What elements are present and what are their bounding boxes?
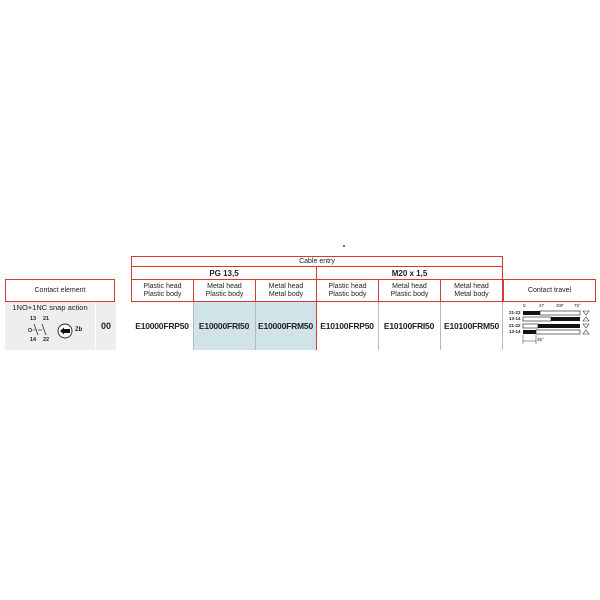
column-header-line1: Plastic head <box>143 282 182 290</box>
column-divider <box>378 302 379 350</box>
column-header <box>378 279 441 302</box>
column-header-line2: Plastic body <box>328 290 367 298</box>
contact-travel-chart-icon <box>522 308 592 346</box>
column-divider <box>440 302 441 350</box>
contact-travel-header <box>503 279 596 302</box>
model-code-cell <box>255 302 316 350</box>
model-code-cell <box>131 302 193 350</box>
model-code: E10000FRP50 <box>135 321 189 331</box>
travel-row-label: 13-14 <box>509 329 521 334</box>
column-header-line2: Plastic body <box>205 290 244 298</box>
model-code: E10100FRI50 <box>383 321 435 331</box>
column-divider <box>255 302 256 350</box>
column-header-line1: Metal head <box>454 282 489 290</box>
column-header-line1: Metal head <box>268 282 304 290</box>
terminal-13: 13 <box>30 316 37 322</box>
actuator-label: Zb <box>75 327 83 333</box>
contact-element-label: Contact element <box>34 286 86 294</box>
model-code: E10000FRI50 <box>198 321 250 331</box>
travel-row-label: 13-14 <box>509 316 521 321</box>
contact-description: 1NO+1NC snap action <box>12 303 88 312</box>
travel-scale-30f: 30F <box>556 303 564 308</box>
column-header-line2: Metal body <box>268 290 304 298</box>
column-header-line1: Plastic head <box>328 282 367 290</box>
column-header-line2: Plastic body <box>143 290 182 298</box>
column-header <box>193 279 256 302</box>
pg-group-label: PG 13,5 <box>209 268 239 278</box>
pg-group-header <box>131 266 317 280</box>
column-divider <box>502 302 503 350</box>
m20-group-header <box>316 266 503 280</box>
contact-travel-label: Contact travel <box>527 286 572 294</box>
column-header <box>255 279 317 302</box>
code-value: 00 <box>100 321 111 331</box>
model-code: E10100FRP50 <box>320 321 374 331</box>
travel-row-label: 21-22 <box>509 323 521 328</box>
decorative-dot <box>343 245 345 247</box>
model-code: E10000FRM50 <box>258 321 313 331</box>
m20-group-label: M20 x 1,5 <box>391 268 428 278</box>
travel-row-label: 21-22 <box>509 310 521 315</box>
contact-element-cell <box>5 302 95 350</box>
column-header <box>131 279 194 302</box>
column-header <box>316 279 379 302</box>
model-code-cell <box>378 302 440 350</box>
column-header <box>440 279 503 302</box>
group-divider <box>316 302 317 350</box>
column-header-line2: Metal body <box>454 290 489 298</box>
cable-entry-label: Cable entry <box>299 257 335 265</box>
model-code-cell <box>193 302 255 350</box>
column-divider <box>193 302 194 350</box>
code-cell <box>96 302 116 350</box>
terminal-14: 14 <box>30 337 37 343</box>
contact-symbol-icon <box>25 322 55 338</box>
travel-scale-75: 75° <box>574 303 581 308</box>
travel-scale-0: 0 <box>523 303 526 308</box>
terminal-21: 21 <box>43 316 50 322</box>
terminal-22: 22 <box>43 337 50 343</box>
contact-element-header <box>5 279 115 302</box>
travel-bottom-label: 35° <box>537 337 544 342</box>
contact-travel-diagram <box>508 302 594 348</box>
column-header-line1: Metal head <box>392 282 427 290</box>
column-header-line2: Plastic body <box>390 290 429 298</box>
actuator-icon <box>57 323 73 339</box>
model-code-cell <box>316 302 378 350</box>
model-code-cell <box>440 302 503 350</box>
column-header-line1: Metal head <box>207 282 242 290</box>
model-code: E10100FRM50 <box>444 321 499 331</box>
travel-scale-27: 27 <box>539 303 545 308</box>
